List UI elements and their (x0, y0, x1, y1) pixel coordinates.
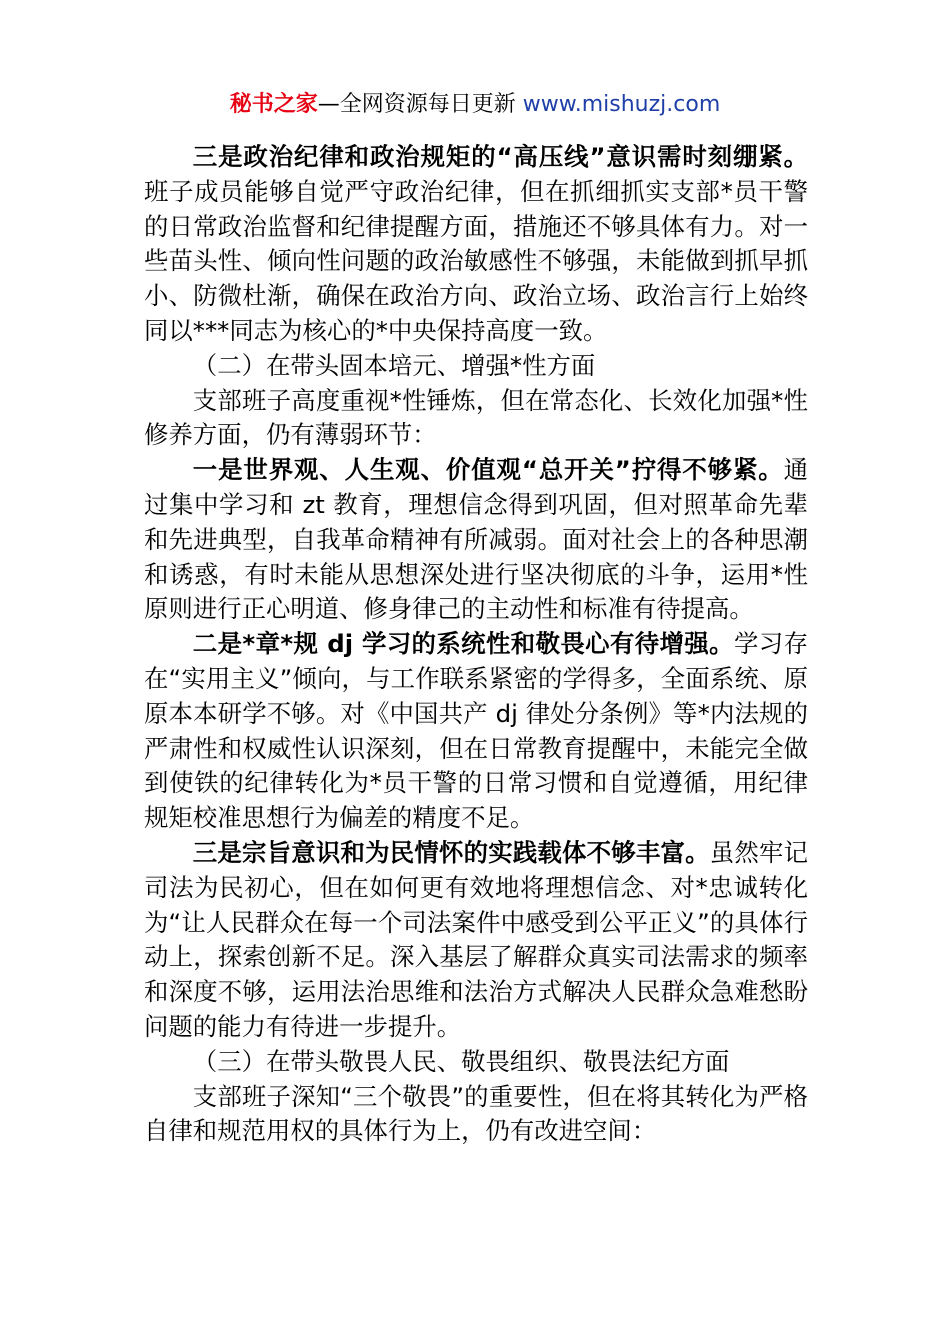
paragraph-lead: 一是世界观、人生观、价值观“总开关”拧得不够紧。 (192, 455, 784, 485)
paragraph-intro-3: 支部班子深知“三个敬畏”的重要性，但在将其转化为严格自律和规范用权的具体行为上，仍有改进空间： (144, 1081, 808, 1146)
paragraph-party-rules (144, 627, 808, 836)
paragraph-people-service (144, 836, 808, 1045)
paragraph-lead: 二是*章*规 dj 学习的系统性和敬畏心有待增强。 (192, 629, 734, 659)
paragraph-lead: 三是宗旨意识和为民情怀的实践载体不够丰富。 (192, 837, 710, 867)
section-heading-2: （二）在带头固本培元、增强*性方面 (192, 350, 596, 380)
paragraph-text: 学习存在“实用主义”倾向，与工作联系紧密的学得多，全面系统、原原本本研学不够。对《中国共产 dj 律处分条例》等*内法规的严肃性和权威性认识深刻，但在日常教育提醒中，未能完全做到使铁的纪律转化为*员干警的日常习惯和自觉遵循，用纪律规矩校准思想行为偏差的精度不足。 (144, 629, 808, 833)
paragraph-political-discipline (144, 140, 808, 349)
paragraph-text: 班子成员能够自觉严守政治纪律，但在抓细抓实支部*员干警的日常政治监督和纪律提醒方面，措施还不够具体有力。对一些苗头性、倾向性问题的政治敏感性不够强，未能做到抓早抓小、防微杜渐，确保在政治方向、政治立场、政治言行上始终同以***同志为核心的*中央保持高度一致。 (144, 176, 808, 345)
section-heading-3: （三）在带头敬畏人民、敬畏组织、敬畏法纪方面 (192, 1046, 730, 1076)
paragraph-worldview (144, 453, 808, 627)
brand-name: 秘书之家 (229, 92, 318, 117)
paragraph-text: 通过集中学习和 zt 教育，理想信念得到巩固，但对照革命先辈和先进典型，自我革命精神有所减弱。面对社会上的各种思潮和诱惑，有时未能从思想深处进行坚决彻底的斗争，运用*性原则进行正心明道、修身律己的主动性和标准有待提高。 (144, 455, 808, 624)
paragraph-intro-2: 支部班子高度重视*性锤炼，但在常态化、长效化加强*性修养方面，仍有薄弱环节： (144, 385, 808, 450)
site-header (0, 88, 950, 122)
document-body (144, 140, 808, 1149)
site-url-link[interactable]: www.mishuzj.com (522, 92, 721, 117)
paragraph-text: 虽然牢记司法为民初心，但在如何更有效地将理想信念、对*忠诚转化为“让人民群众在每一个司法案件中感受到公平正义”的具体行动上，探索创新不足。深入基层了解群众真实司法需求的频率和深度不够，运用法治思维和法治方式解决人民群众急难愁盼问题的能力有待进一步提升。 (144, 837, 808, 1041)
site-slogan: —全网资源每日更新 (317, 92, 523, 117)
paragraph-lead: 三是政治纪律和政治规矩的“高压线”意识需时刻绷紧。 (192, 142, 808, 171)
